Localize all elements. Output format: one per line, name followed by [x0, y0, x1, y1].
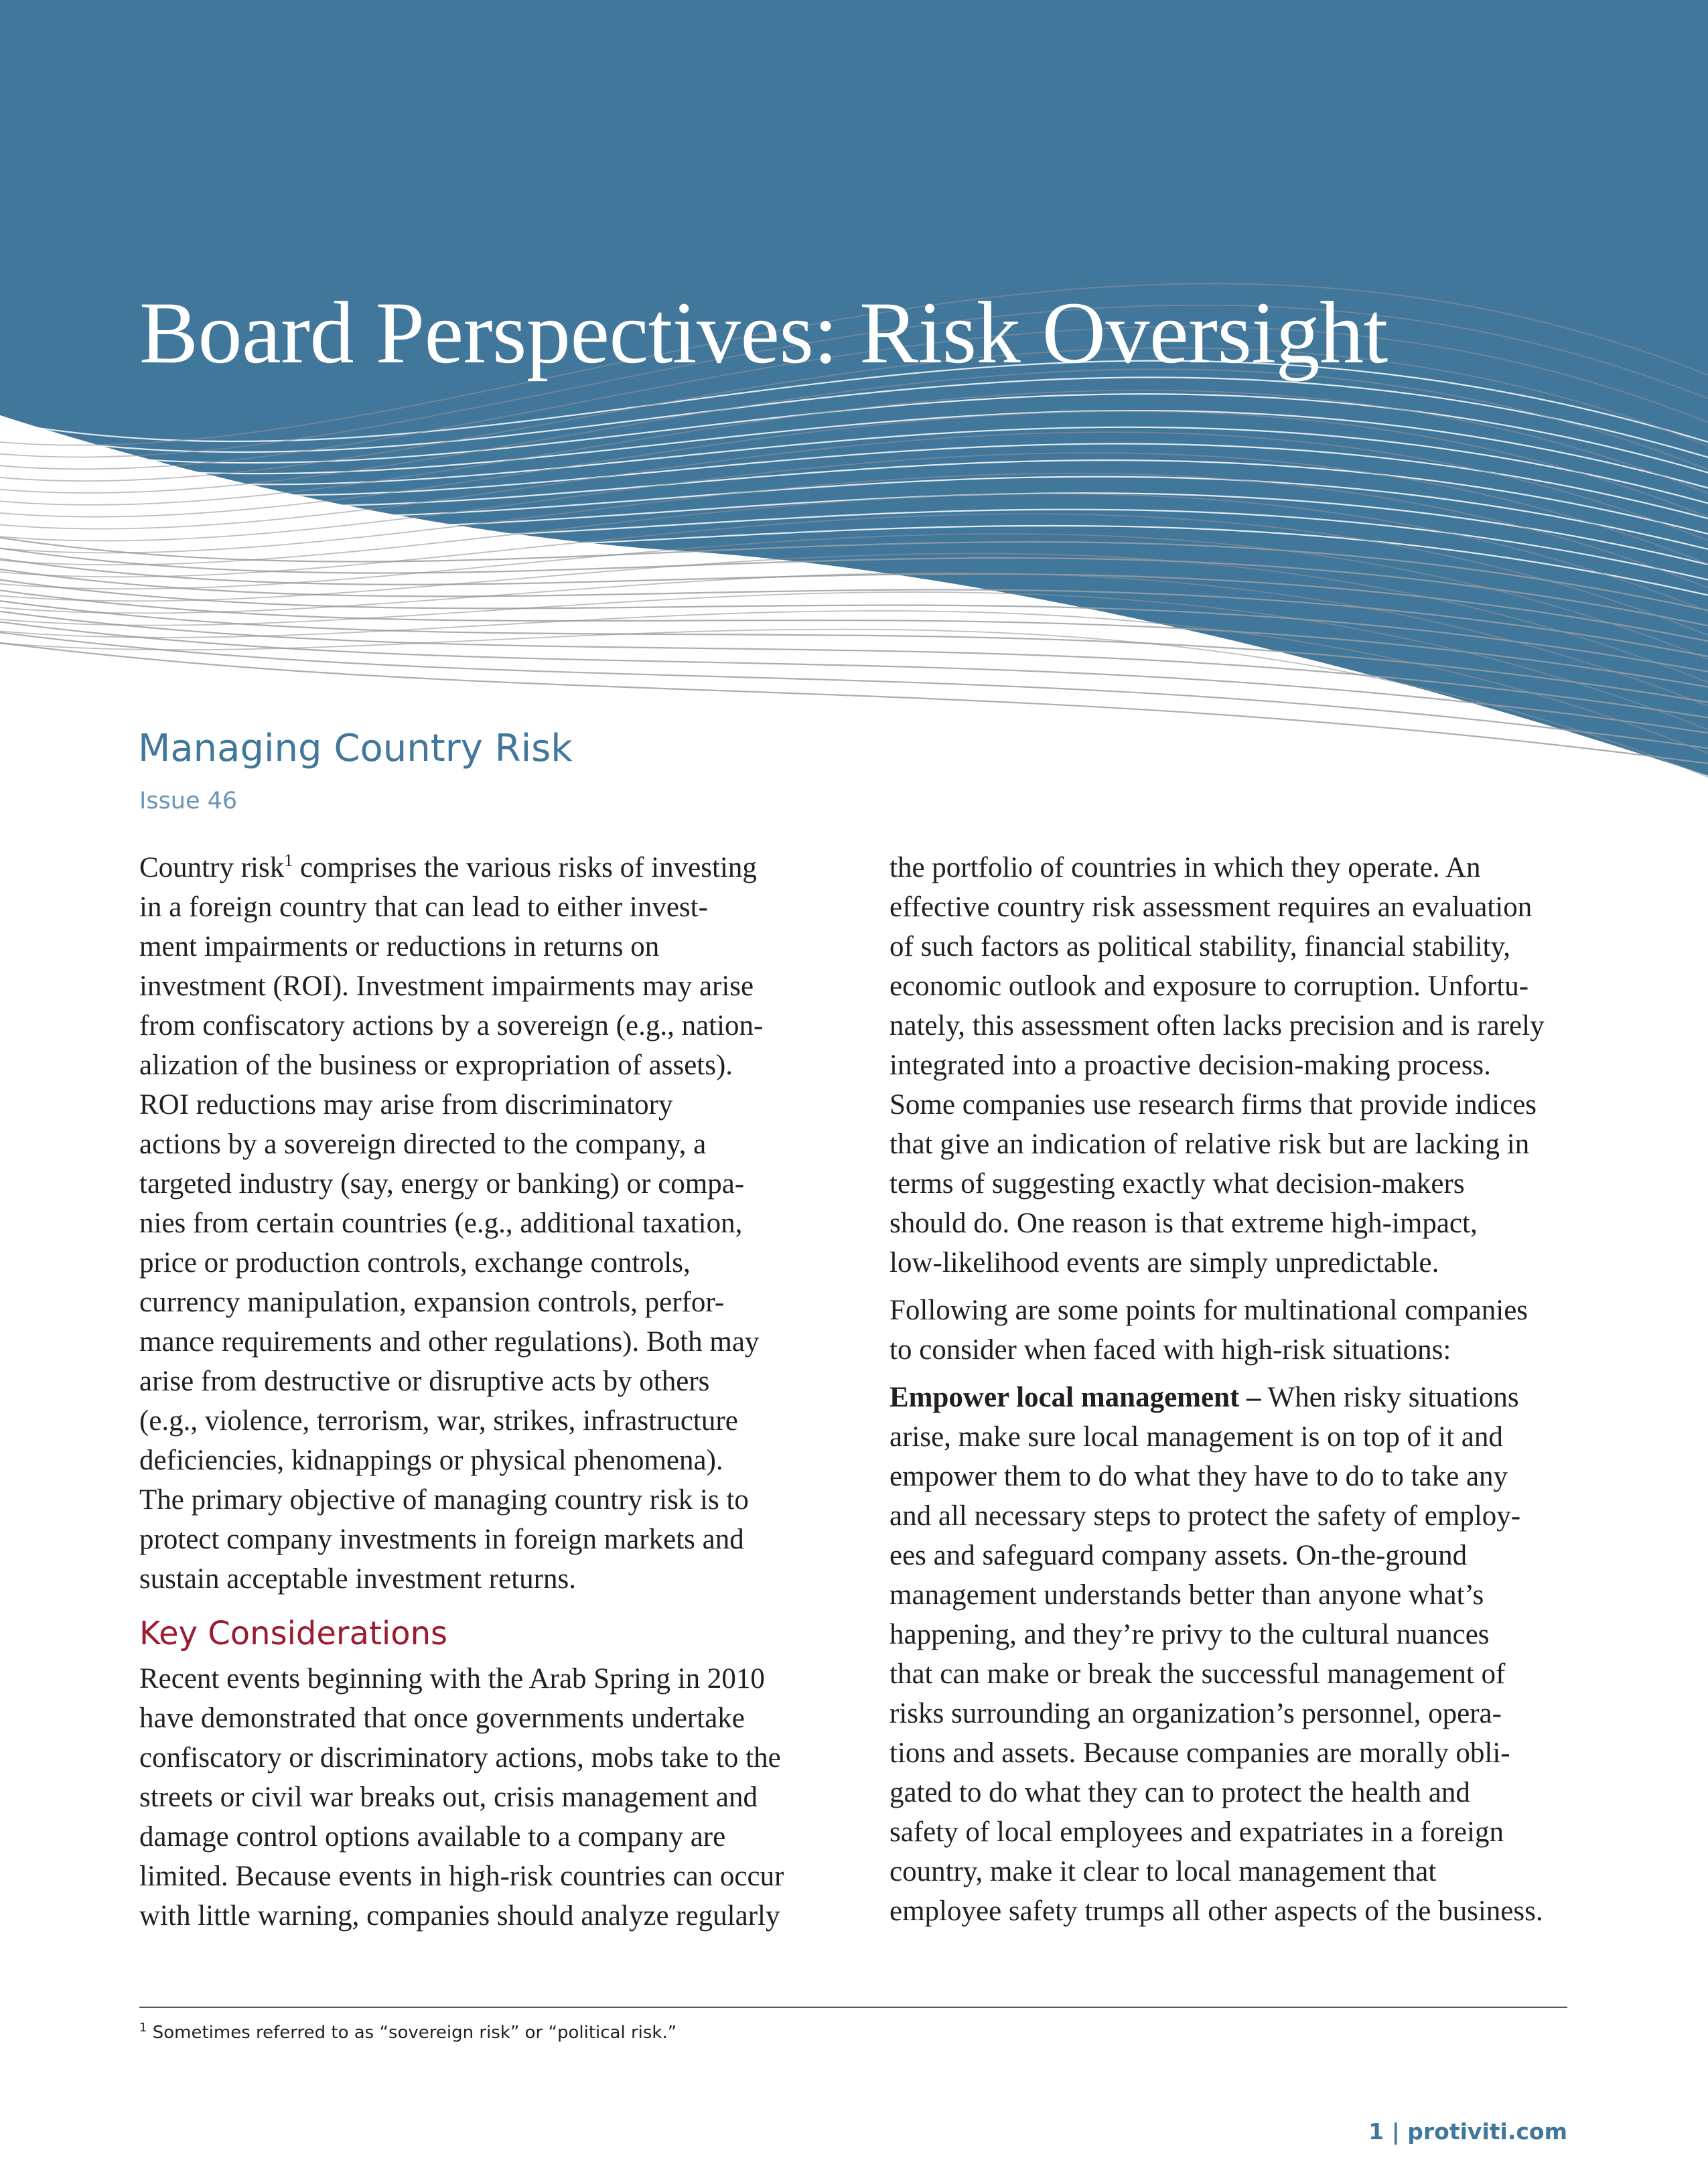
following-points-paragraph — [889, 1291, 1573, 1370]
text-line: happening, and they’re privy to the cultural nuances — [889, 1619, 1490, 1650]
text-line: empower them to do what they have to do to take any — [889, 1461, 1508, 1492]
intro-first-line — [139, 848, 836, 887]
text-line: employee safety trumps all other aspects of the business. — [889, 1895, 1543, 1927]
footnote-marker: 1 — [139, 2021, 147, 2035]
left-column — [139, 848, 836, 1936]
text-line: low-likelihood events are simply unpredictable. — [889, 1247, 1439, 1279]
section-title: Managing Country Risk — [138, 727, 573, 770]
text-line: in a foreign country that can lead to either invest- — [139, 891, 708, 923]
text-line: price or production controls, exchange controls, — [139, 1247, 691, 1279]
empower-lines — [889, 1417, 1573, 1931]
text-line: confiscatory or discriminatory actions, mobs take to the — [139, 1742, 781, 1774]
footnote-text: Sometimes referred to as “sovereign risk” or “political risk.” — [147, 2023, 677, 2043]
text-line: to consider when faced with high-risk situations: — [889, 1334, 1451, 1366]
text-line: deficiencies, kidnappings or physical phenomena). — [139, 1445, 723, 1476]
right-column — [889, 848, 1573, 1931]
text-line: economic outlook and exposure to corruption. Unfortu- — [889, 970, 1529, 1002]
page-footer[interactable]: 1 | protiviti.com — [1368, 2118, 1567, 2145]
key-considerations-paragraph — [139, 1659, 836, 1936]
empower-lead-in: Empower local management – — [889, 1382, 1261, 1413]
footnote — [139, 2023, 677, 2043]
empower-management-paragraph — [889, 1378, 1573, 1931]
text-line: nies from certain countries (e.g., additional taxation, — [139, 1208, 743, 1239]
header-wave-banner — [0, 0, 1708, 784]
text-line: investment (ROI). Investment impairments may arise — [139, 970, 754, 1002]
text-line: and all necessary steps to protect the safety of employ- — [889, 1500, 1521, 1532]
text-line: ees and safeguard company assets. On-the-ground — [889, 1540, 1468, 1571]
footnote-divider — [139, 2007, 1567, 2008]
text-line: Some companies use research firms that provide indices — [889, 1089, 1537, 1121]
issue-number: Issue 46 — [139, 788, 238, 814]
text-line: streets or civil war breaks out, crisis management and — [139, 1782, 758, 1813]
intro-paragraph — [139, 848, 836, 1599]
footnote-reference[interactable]: 1 — [284, 851, 293, 870]
text-line: country, make it clear to local management that — [889, 1856, 1437, 1887]
key-considerations-heading: Key Considerations — [139, 1615, 448, 1652]
header-band-shape — [0, 0, 1708, 776]
intro-lines — [139, 887, 836, 1599]
text-line: that give an indication of relative risk but are lacking in — [889, 1129, 1530, 1160]
text-line: sustain acceptable investment returns. — [139, 1563, 576, 1595]
text-line: the portfolio of countries in which they operate. An — [889, 852, 1481, 883]
text-line: safety of local employees and expatriates in a foreign — [889, 1816, 1504, 1848]
text-line: targeted industry (say, energy or banking) or compa- — [139, 1168, 745, 1200]
text-line: integrated into a proactive decision-making process. — [889, 1050, 1491, 1081]
text-line: have demonstrated that once governments undertake — [139, 1703, 745, 1734]
text-line: ment impairments or reductions in returns on — [139, 931, 660, 962]
empower-first-line-rest: When risky situations — [1261, 1382, 1519, 1413]
page-title: Board Perspectives: Risk Oversight — [139, 283, 1388, 382]
text-line: should do. One reason is that extreme high-impact, — [889, 1208, 1478, 1239]
text-line: effective country risk assessment requires an evaluation — [889, 891, 1533, 923]
text-line: protect company investments in foreign markets and — [139, 1524, 744, 1555]
portfolio-paragraph — [889, 848, 1573, 1283]
text-line: currency manipulation, expansion controls, perfor- — [139, 1287, 725, 1318]
text-line: alization of the business or expropriation of assets). — [139, 1050, 733, 1081]
text-line: from confiscatory actions by a sovereign (e.g., nation- — [139, 1010, 764, 1041]
text-line: arise, make sure local management is on top of it and — [889, 1421, 1503, 1453]
text-line: tions and assets. Because companies are morally obli- — [889, 1737, 1510, 1769]
empower-first-line — [889, 1378, 1573, 1417]
text-line: Recent events beginning with the Arab Spring in 2010 — [139, 1663, 765, 1695]
text-line: risks surrounding an organization’s personnel, opera- — [889, 1698, 1502, 1729]
text-line: ROI reductions may arise from discriminatory — [139, 1089, 673, 1121]
text-line: of such factors as political stability, financial stability, — [889, 931, 1511, 962]
text-line: mance requirements and other regulations). Both may — [139, 1326, 760, 1358]
text-line: terms of suggesting exactly what decision-makers — [889, 1168, 1465, 1200]
intro-first-word: Country risk — [139, 852, 285, 883]
text-line: damage control options available to a company are — [139, 1821, 726, 1853]
text-line: with little warning, companies should analyze regularly — [139, 1900, 780, 1932]
text-line: Following are some points for multinational companies — [889, 1295, 1528, 1326]
text-line: that can make or break the successful management of — [889, 1658, 1506, 1690]
text-line: arise from destructive or disruptive acts by others — [139, 1366, 710, 1397]
text-line: gated to do what they can to protect the health and — [889, 1777, 1470, 1808]
text-line: nately, this assessment often lacks precision and is rarely — [889, 1010, 1545, 1041]
text-line: management understands better than anyone what’s — [889, 1579, 1484, 1611]
text-line: limited. Because events in high-risk countries can occur — [139, 1861, 784, 1892]
text-line: The primary objective of managing country risk is to — [139, 1484, 749, 1516]
text-line: (e.g., violence, terrorism, war, strikes, infrastructure — [139, 1405, 738, 1437]
text-line: actions by a sovereign directed to the company, a — [139, 1129, 707, 1160]
intro-first-line-rest: comprises the various risks of investing — [293, 852, 757, 883]
